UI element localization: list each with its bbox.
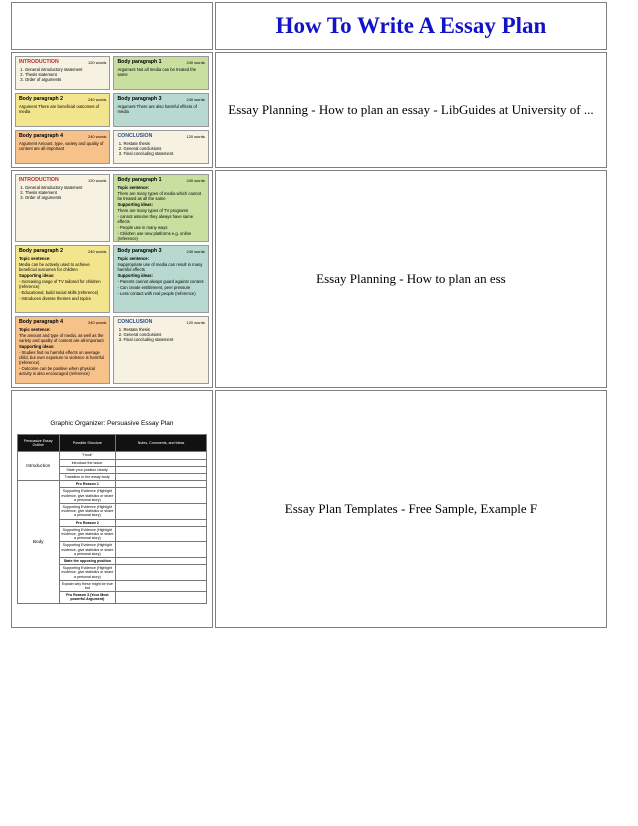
organizer-row: Supporting Evidence (Highlight evidence, give statistics or share a personal story) bbox=[59, 503, 116, 519]
body-paragraph-4-box: Body paragraph 4 240 words Argument Amount, type, variety and quality of content are all-important bbox=[15, 130, 111, 164]
organizer-row: "Hook" bbox=[59, 452, 116, 459]
result-caption-2[interactable]: Essay Planning - How to plan an ess bbox=[316, 271, 506, 286]
title-cell bbox=[215, 2, 607, 50]
section-label-body: Body bbox=[17, 481, 59, 603]
thumbnail-cell-2[interactable] bbox=[11, 170, 213, 388]
body-paragraph-2-box: Body paragraph 2 240 words Topic sentence: Media can be actively used to achieve beneficial outcomes for children Supporting ideas: - Increasing range of TV tailored for children (reference) - Educational, build social skills (reference) - Introduces diverse themes and topics bbox=[15, 245, 111, 313]
organizer-row: State your position clearly. bbox=[59, 466, 116, 473]
intro-box: INTRODUCTION 120 words 1. General introductory statement 2. Thesis statement 3. Order of arguments bbox=[15, 174, 111, 242]
organizer-row: Supporting Evidence (Highlight evidence, give statistics or share a personal story) bbox=[59, 542, 116, 558]
body-paragraph-1-box: Body paragraph 1 240 words Argument Not all media can be treated the same bbox=[113, 56, 209, 90]
body-paragraph-2-box: Body paragraph 2 240 words Argument There are beneficial outcomes of media bbox=[15, 93, 111, 127]
organizer-row: Explain why these might be true but bbox=[59, 580, 116, 591]
thumbnail-cell-3[interactable] bbox=[11, 390, 213, 628]
page-table bbox=[9, 0, 609, 630]
organizer-row: Supporting Evidence (Highlight evidence, give statistics or share a personal story) bbox=[59, 526, 116, 542]
organizer-header: Persuasive Essay Outline bbox=[17, 435, 59, 452]
organizer-row: Supporting Evidence (Highlight evidence, give statistics or share a personal story) bbox=[59, 565, 116, 581]
section-label-introduction: Introduction bbox=[17, 452, 59, 481]
body-paragraph-3-box: Body paragraph 3 240 words Argument There are also harmful effects of media bbox=[113, 93, 209, 127]
intro-box: INTRODUCTION 120 words 1. General introductory statement 2. Thesis statement 3. Order of arguments bbox=[15, 56, 111, 90]
conclusion-box: CONCLUSION 120 words 1. Restate thesis 2. General conclusions 3. Final concluding statement bbox=[113, 316, 209, 384]
organizer-table bbox=[17, 434, 207, 603]
organizer-title: Graphic Organizer: Persuasive Essay Plan bbox=[50, 420, 174, 428]
graphic-organizer-thumbnail[interactable] bbox=[17, 420, 207, 603]
body-paragraph-4-box: Body paragraph 4 240 words Topic sentence: The amount and type of media, as well as the variety and quality of content are all-important Supporting ideas: - Studies find no harmful effects on average child, but over exposure to violence is harmful (reference) - Outcome can be positive when physical activity is also encouraged (reference) bbox=[15, 316, 111, 384]
caption-cell-2[interactable] bbox=[215, 170, 607, 388]
page-title: How To Write A Essay Plan bbox=[275, 13, 547, 38]
thumbnail-cell-1[interactable] bbox=[11, 52, 213, 168]
organizer-row: Supporting Evidence (Highlight evidence, give statistics or share a personal story) bbox=[59, 488, 116, 504]
empty-title-cell bbox=[11, 2, 213, 50]
result-caption-1[interactable]: Essay Planning - How to plan an essay - LibGuides at University of ... bbox=[228, 102, 594, 117]
organizer-row: Transition to the essay body. bbox=[59, 473, 116, 480]
organizer-row: Pro Reason 3 (Your Most powerful Argument) bbox=[59, 592, 116, 603]
organizer-row: Introduce the Issue. bbox=[59, 459, 116, 466]
essay-plan-thumbnail-2[interactable] bbox=[15, 174, 209, 384]
organizer-header: Notes, Comments, and Ideas bbox=[116, 435, 207, 452]
organizer-row: Pro Reason 2 bbox=[59, 519, 116, 526]
organizer-row: Pro Reason 1 bbox=[59, 481, 116, 488]
result-caption-3[interactable]: Essay Plan Templates - Free Sample, Example F bbox=[284, 501, 538, 516]
body-paragraph-3-box: Body paragraph 3 240 words Topic sentence: Inappropriate use of media can result in many harmful effects Supporting ideas: - Parents cannot always guard against content - Can create entitlement, peer pressure - Less contact with real people (reference) bbox=[113, 245, 209, 313]
caption-cell-3[interactable] bbox=[215, 390, 607, 628]
essay-plan-thumbnail-1[interactable] bbox=[15, 56, 209, 164]
organizer-header: Possible Structure bbox=[59, 435, 116, 452]
caption-cell-1[interactable] bbox=[215, 52, 607, 168]
organizer-row: State the opposing position bbox=[59, 558, 116, 565]
conclusion-box: CONCLUSION 120 words 1. Restate thesis 2. General conclusions 3. Final concluding statement bbox=[113, 130, 209, 164]
body-paragraph-1-box: Body paragraph 1 240 words Topic sentence: There are many types of media which cannot be treated as all the same Supporting ideas: There are many types of TV programs - cannot assume they always have same effects - People use in many ways - Children use new platforms e.g. online (reference) bbox=[113, 174, 209, 242]
